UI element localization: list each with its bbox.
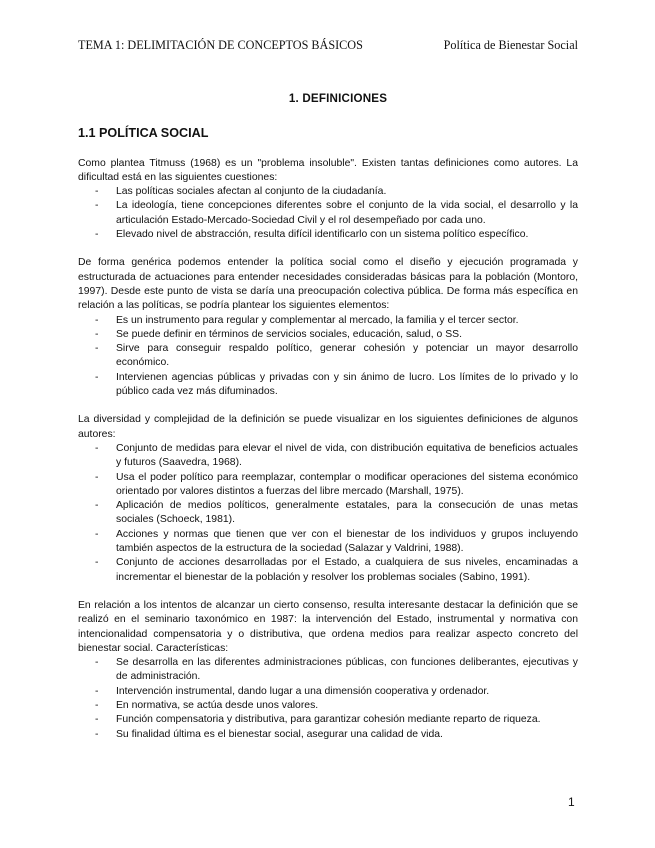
list-item: - Elevado nivel de abstracción, resulta difícil identificarlo con un sistema político específico. (95, 229, 529, 241)
list-item: - En normativa, se actúa desde unos valores. (95, 699, 319, 711)
paragraph: Como plantea Titmuss (1968) es un "problema insoluble". Existen tantas definiciones como autores. La dificultad está en las siguientes cuestiones: (78, 157, 578, 183)
list-item: - La ideología, tiene concepciones diferentes sobre el conjunto de la vida social, el desarrollo y la articulación Estado-Mercado-Sociedad Civil y el rol desempeñado por cada uno. (95, 200, 578, 226)
list-item: - Se desarrolla en las diferentes administraciones públicas, con funciones deliberantes, ejecutivas y de administración. (95, 657, 578, 683)
list-item: - Las políticas sociales afectan al conjunto de la ciudadanía. (95, 186, 387, 198)
paragraph: En relación a los intentos de alcanzar un cierto consenso, resulta interesante destacar la definición que se realizó en el seminario taxonómico en 1987: la intervención del Estado, instrumental y normativa con intencionalidad compensatoria y o distributiva, que ordena medios para realizar aspecto concreto del bienestar social. Características: (78, 599, 578, 654)
list-item: - Se puede definir en términos de servicios sociales, educación, salud, o SS. (95, 328, 462, 340)
list-item: - Es un instrumento para regular y complementar al mercado, la familia y el tercer sector. (95, 314, 519, 326)
paragraph: De forma genérica podemos entender la política social como el diseño y ejecución programada y estructurada de actuaciones para entender necesidades consideradas básicas para la población (Montoro, 1997). Desde este punto de vista se daría una preocupación colectiva pública. De forma más específica en relación a las políticas, se podría plantear los siguientes elementos: (78, 257, 578, 312)
bullet-list (78, 314, 578, 400)
bullet-list (78, 442, 578, 585)
list-item: - Sirve para conseguir respaldo político, generar cohesión y potenciar un mayor desarrollo económico. (95, 343, 578, 369)
header-topic: TEMA 1: DELIMITACIÓN DE CONCEPTOS BÁSICOS (78, 38, 363, 52)
paragraph-block (78, 599, 578, 742)
document-body (78, 92, 578, 756)
list-item: - Usa el poder político para reemplazar, contemplar o modificar operaciones del sistema económico orientado por valores distintos a fuerzas del libre mercado (Marshall, 1975). (95, 471, 578, 497)
list-item: - Aplicación de medios políticos, generalmente estatales, para la consecución de unas metas sociales (Schoeck, 1981). (95, 500, 578, 526)
paragraph: La diversidad y complejidad de la definición se puede visualizar en los siguientes definiciones de algunos autores: (78, 414, 578, 440)
header-course: Política de Bienestar Social (443, 38, 578, 52)
page-number: 1 (568, 795, 575, 809)
subsection-title: 1.1 POLÍTICA SOCIAL (78, 126, 209, 141)
page-header (78, 38, 578, 54)
list-item: - Intervienen agencias públicas y privadas con y sin ánimo de lucro. Los límites de lo privado y lo público cada vez más difuminados. (95, 371, 578, 398)
list-item: - Conjunto de medidas para elevar el nivel de vida, con distribución equitativa de beneficios actuales y futuros (Saavedra, 1968). (95, 442, 578, 469)
paragraph-block (78, 413, 578, 585)
paragraph-block (78, 256, 578, 399)
list-item: - Intervención instrumental, dando lugar a una dimensión cooperativa y ordenador. (95, 685, 490, 697)
list-item: - Conjunto de acciones desarrolladas por el Estado, a cualquiera de sus niveles, encaminadas a incrementar el bienestar de la población y resolver los problemas sociales (Sabino, 1991). (95, 557, 578, 583)
bullet-list (78, 185, 578, 242)
list-item: - Su finalidad última es el bienestar social, asegurar una calidad de vida. (95, 728, 443, 740)
list-item: - Acciones y normas que tienen que ver con el bienestar de los individuos y grupos incluyendo también aspectos de la estructura de la sociedad (Salazar y Valdrini, 1988). (95, 528, 578, 555)
bullet-list (78, 656, 578, 742)
section-title: 1. DEFINICIONES (288, 92, 388, 105)
list-item: - Función compensatoria y distributiva, para garantizar cohesión mediante reparto de riqueza. (95, 714, 541, 726)
paragraph-block (78, 157, 578, 243)
